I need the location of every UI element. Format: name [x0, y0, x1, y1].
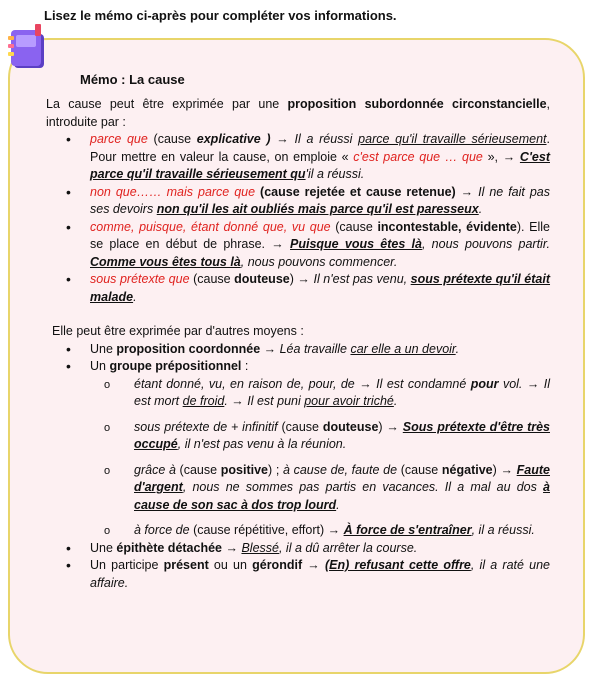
example-text: , il a raté une affaire.: [90, 558, 550, 590]
example-text: vol. →: [498, 376, 544, 391]
example-cause: sous prétexte qu'il était malade: [90, 272, 551, 304]
example-text: , il n'est pas venu à la réunion.: [177, 437, 347, 451]
cause-type: explicative ): [196, 132, 271, 146]
text: ) ;: [268, 462, 283, 477]
conjunction: sous prétexte que: [90, 272, 190, 286]
list-item-sous-pretexte-que: [46, 271, 550, 306]
example-text: Léa travaille: [279, 341, 351, 356]
list-item-groupe-prepositionnel: [46, 358, 550, 540]
example-cause: Comme vous êtes tous là: [90, 254, 241, 269]
example-text: , nous ne sommes pas partis en vacances. Il a mal au dos: [182, 480, 544, 494]
example-cause: (En) refusant cette offre: [324, 558, 471, 572]
example-cause: pour: [470, 376, 499, 391]
arrow: →: [222, 540, 242, 555]
example-text: Il a réussi: [294, 132, 359, 146]
text: . Pour mettre en valeur la cause, on emploie «: [90, 132, 550, 164]
text: (cause répétitive, effort) →: [189, 523, 344, 537]
example-cause: de froid: [182, 394, 225, 408]
example-cause: Sous prétexte d'être très occupé: [134, 419, 550, 451]
example-cause: Puisque vous êtes là: [290, 237, 422, 251]
text: ). Elle se place en début de phrase. →: [90, 219, 551, 251]
subordinate-list: [46, 131, 550, 306]
text: Un: [90, 359, 110, 373]
text: :: [241, 359, 249, 373]
text: ) →: [492, 462, 517, 477]
example-text: .: [336, 497, 340, 512]
arrow: →: [270, 132, 295, 146]
arrow: →: [260, 341, 280, 356]
list-item-epithete: [46, 540, 550, 558]
example-cause: non qu'il les ait oubliés mais parce qu'il est paresseux: [156, 202, 479, 216]
spacer: [46, 306, 550, 323]
example-text: .: [393, 394, 398, 408]
text: (cause: [189, 272, 235, 286]
means-type: épithète détachée: [116, 540, 222, 555]
example-cause: pour avoir triché: [304, 394, 394, 408]
text: Une: [90, 540, 117, 555]
example-cause: Blessé: [241, 540, 279, 555]
text: (cause: [175, 462, 221, 477]
example-text: , il a dû arrêter la course.: [278, 540, 418, 555]
conjunction: parce que: [90, 132, 148, 146]
sublist-item: [90, 522, 550, 540]
means-type: gérondif: [252, 558, 303, 572]
list-item-non-que: [46, 184, 550, 219]
arrow: →: [302, 558, 325, 572]
sublist-item: [90, 419, 550, 454]
other-means-list: [46, 341, 550, 593]
means-type: proposition coordonnée: [116, 341, 261, 356]
example-text: .: [133, 289, 137, 304]
list-item-participe: [46, 557, 550, 592]
conjunction: c'est parce que … que: [353, 149, 483, 164]
example-text: .: [455, 341, 460, 356]
prepositions: à cause de, faute de: [282, 462, 398, 477]
text: ou un: [208, 558, 253, 572]
notebook-icon: [2, 22, 50, 74]
cause-type: (cause rejetée et cause retenue) →: [255, 184, 479, 199]
means-type: présent: [163, 558, 209, 572]
cause-type: positive: [220, 462, 268, 477]
example-text: Il est condamné: [376, 376, 471, 391]
example-text: Il ne fait pas ses devoirs: [90, 184, 550, 216]
example-cause: car elle a un devoir: [350, 341, 456, 356]
example-cause: C'est parce qu'il travaille sérieusement qu: [90, 149, 550, 181]
example-text: , il a réussi.: [471, 523, 535, 537]
text: ) →: [289, 272, 314, 286]
memo-intro: [46, 96, 550, 131]
instruction-text: Lisez le mémo ci-après pour compléter vos informations.: [44, 8, 397, 23]
preposition-sublist: [90, 376, 550, 540]
sublist-item: [90, 462, 550, 515]
intro-keyword: proposition subordonnée circonstancielle: [287, 97, 547, 111]
memo-content: [46, 96, 550, 592]
cause-type: douteuse: [234, 272, 290, 286]
cause-type: douteuse: [322, 419, 379, 434]
text: (cause: [277, 419, 323, 434]
example-cause: Faute d'argent: [134, 462, 550, 494]
text: (cause: [397, 462, 442, 477]
list-item-parce-que: [46, 131, 550, 184]
example-text: .: [478, 202, 483, 216]
example-cause: à cause de son sac à dos trop lourd: [134, 480, 550, 512]
memo-title: Mémo : La cause: [80, 72, 185, 87]
cause-type: incontestable, évidente: [377, 219, 517, 234]
prepositions: étant donné, vu, en raison de, pour, de: [134, 376, 355, 391]
example-text: 'il a réussi.: [305, 167, 365, 181]
list-item-coordonnee: [46, 341, 550, 359]
text: (cause: [147, 132, 197, 146]
conjunction: non que…… mais parce que: [90, 184, 256, 199]
text: ) →: [378, 419, 403, 434]
example-text: . →: [224, 394, 248, 408]
example-text: Il est puni: [247, 394, 305, 408]
text: Un participe: [90, 558, 164, 572]
intro-text-end: , introduite par :: [46, 97, 550, 129]
text: (cause: [330, 219, 378, 234]
example-text: , nous pouvons commencer.: [240, 254, 398, 269]
example-cause: parce qu'il travaille sérieusement: [358, 132, 547, 146]
prepositions: grâce à: [134, 462, 176, 477]
list-item-comme: [46, 219, 550, 272]
example-cause: À force de s'entraîner: [343, 523, 472, 537]
example-text: Il n'est pas venu,: [313, 272, 411, 286]
example-text: Il est mort: [134, 376, 551, 408]
text: Une: [90, 341, 117, 356]
conjunction: comme, puisque, étant donné que, vu que: [90, 219, 331, 234]
means-type: groupe prépositionnel: [109, 359, 242, 373]
cause-type: négative: [441, 462, 493, 477]
prepositions: sous prétexte de + infinitif: [134, 419, 278, 434]
prepositions: à force de: [134, 523, 190, 537]
example-text: , nous pouvons partir.: [421, 237, 550, 251]
arrow: →: [354, 376, 377, 391]
intro-text: La cause peut être exprimée par une: [46, 97, 288, 111]
text: », →: [482, 149, 520, 164]
other-means-intro: Elle peut être exprimée par d'autres moyens :: [52, 324, 304, 338]
sublist-item: [90, 376, 550, 411]
